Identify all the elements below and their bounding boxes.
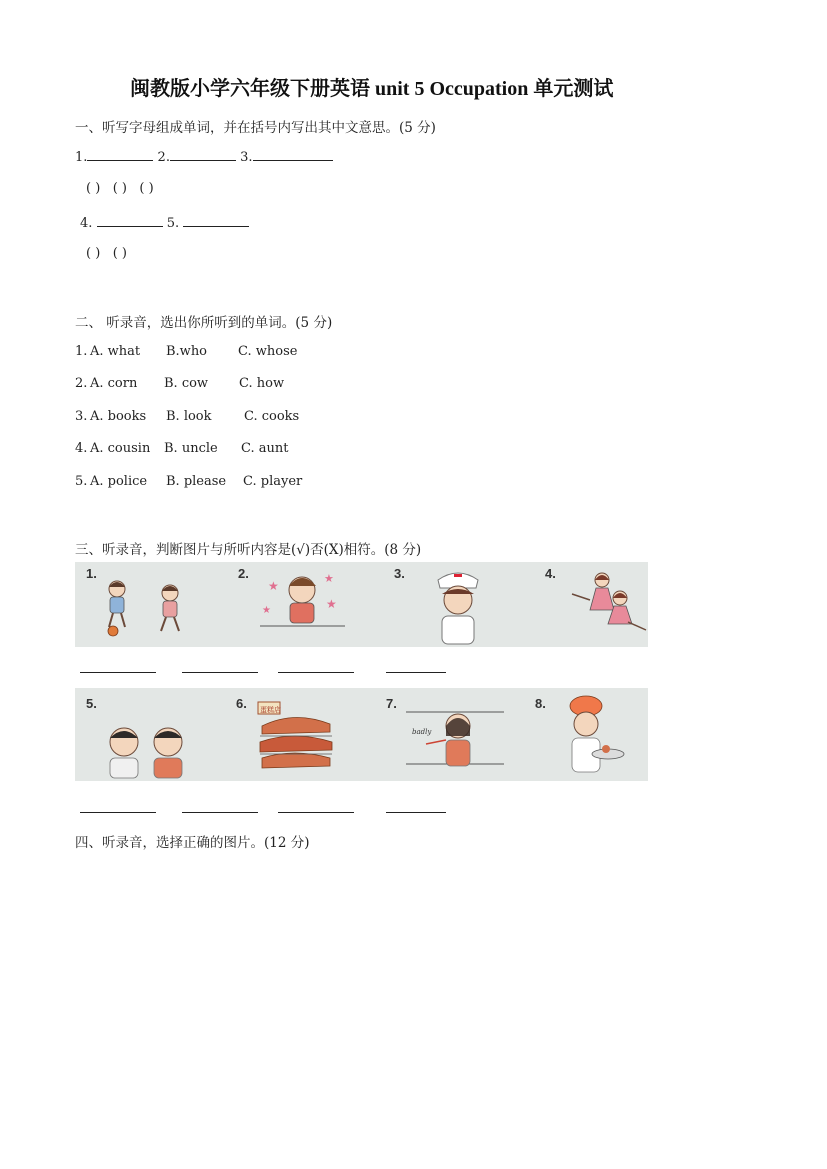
choice-option[interactable]: C. aunt	[241, 441, 289, 456]
chef-illustration	[560, 694, 632, 778]
choice-option[interactable]: A. what	[90, 344, 141, 359]
svg-text:★: ★	[262, 605, 271, 616]
page-title: 闽教版小学六年级下册英语 unit 5 Occupation 单元测试	[130, 78, 614, 100]
answer-blank[interactable]	[253, 148, 333, 161]
judge-blank[interactable]	[80, 672, 156, 673]
picture-number: 2.	[238, 566, 249, 581]
answer-blank[interactable]	[87, 148, 153, 161]
cake-shop-illustration	[254, 696, 336, 776]
choice-row-3-num: 3.	[75, 409, 88, 424]
item-number: 2.	[157, 150, 170, 165]
section2-heading: 二、 听录音，选出你所听到的单词。(5 分)	[75, 315, 333, 331]
girls-dancing-illustration	[570, 570, 650, 645]
choice-option[interactable]: A. corn	[90, 376, 138, 391]
paren-row2	[86, 246, 127, 261]
choice-row-2-num: 2.	[75, 376, 88, 391]
choice-option[interactable]: A. books	[90, 409, 147, 424]
choice-option[interactable]: C. player	[243, 474, 303, 489]
item-number: 4.	[80, 216, 93, 231]
judge-blank[interactable]	[386, 672, 446, 673]
judge-blank[interactable]	[80, 812, 156, 813]
item-number: 1.	[75, 150, 88, 165]
choice-option[interactable]: A. cousin	[90, 441, 151, 456]
item-number: 3.	[240, 150, 253, 165]
section1-heading: 一、听写字母组成单词，并在括号内写出其中文意思。(5 分)	[75, 120, 436, 136]
choice-option[interactable]: B. cow	[164, 376, 209, 391]
choice-option[interactable]: B. uncle	[164, 441, 218, 456]
meaning-paren[interactable]: ( )	[112, 181, 127, 196]
svg-text:★: ★	[324, 572, 334, 585]
picture-number: 4.	[545, 566, 556, 581]
picture-number: 8.	[535, 696, 546, 711]
item-number: 5.	[166, 216, 180, 231]
shop-sign: 蛋糕店	[260, 706, 281, 714]
judge-blank[interactable]	[182, 672, 258, 673]
choice-option[interactable]: A. police	[90, 474, 148, 489]
meaning-paren[interactable]: ( )	[86, 246, 101, 261]
picture-number: 6.	[236, 696, 247, 711]
svg-text:★: ★	[326, 597, 337, 611]
paren-row1	[86, 181, 154, 196]
board-word: badly	[412, 728, 432, 736]
man-with-stars-illustration	[260, 568, 345, 643]
judge-blank[interactable]	[182, 812, 258, 813]
meaning-paren[interactable]: ( )	[86, 181, 101, 196]
picture-number: 3.	[394, 566, 405, 581]
judge-blank[interactable]	[278, 672, 354, 673]
choice-option[interactable]: C. cooks	[244, 409, 300, 424]
nurse-illustration	[428, 566, 488, 646]
section4-heading: 四、听录音，选择正确的图片。(12 分)	[75, 835, 310, 851]
judge-blank[interactable]	[278, 812, 354, 813]
section3-heading: 三、听录音，判断图片与所听内容是(√)否(X)相符。(8 分)	[75, 542, 422, 558]
answer-blank[interactable]	[97, 214, 163, 227]
choice-option[interactable]: B.who	[166, 344, 208, 359]
picture-number: 7.	[386, 696, 397, 711]
meaning-paren[interactable]: ( )	[112, 246, 127, 261]
choice-option[interactable]: C. how	[239, 376, 285, 391]
choice-row-4-num: 4.	[75, 441, 88, 456]
choice-row-5-num: 5.	[75, 474, 88, 489]
two-men-illustration	[104, 722, 194, 780]
judge-blank[interactable]	[386, 812, 446, 813]
meaning-paren[interactable]: ( )	[139, 181, 154, 196]
choice-option[interactable]: C. whose	[238, 344, 298, 359]
picture-number: 5.	[86, 696, 97, 711]
teacher-illustration	[406, 704, 506, 776]
choice-option[interactable]: B. look	[166, 409, 212, 424]
svg-text:★: ★	[268, 579, 279, 593]
picture-number: 1.	[86, 566, 97, 581]
choice-row-1-num: 1.	[75, 344, 88, 359]
section1-row1	[75, 148, 333, 165]
answer-blank[interactable]	[170, 148, 236, 161]
boys-basketball-illustration	[95, 575, 195, 645]
section1-row2	[80, 214, 249, 231]
choice-option[interactable]: B. please	[166, 474, 227, 489]
answer-blank[interactable]	[183, 214, 249, 227]
